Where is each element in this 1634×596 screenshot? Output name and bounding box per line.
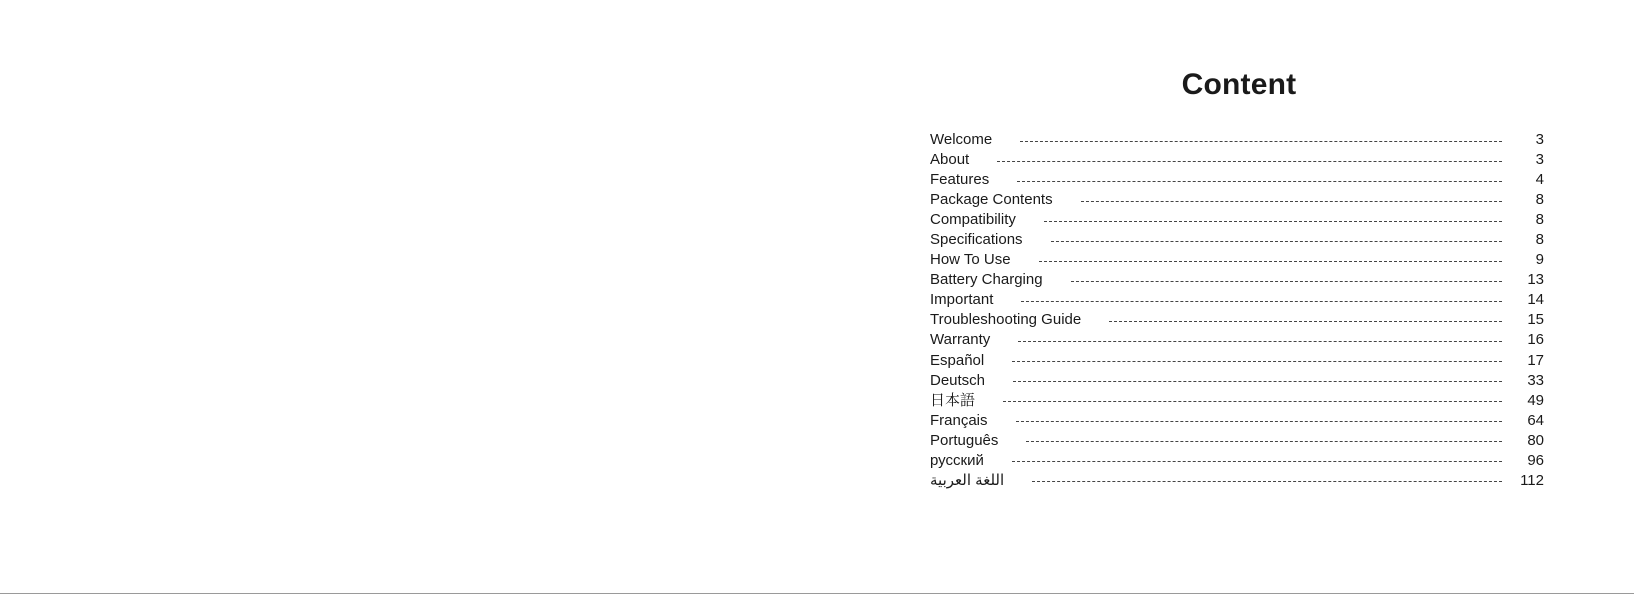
toc-entry-page-number: 3	[1535, 131, 1544, 149]
table-of-contents	[930, 130, 1544, 491]
toc-entry-label: Welcome	[930, 131, 993, 149]
toc-entry-page-number: 15	[1527, 311, 1544, 329]
page-title: Content	[1181, 68, 1297, 101]
toc-entry-label: Warranty	[930, 331, 991, 349]
toc-entry-label: Specifications	[930, 231, 1023, 249]
toc-entry-page-number: 49	[1527, 391, 1544, 409]
toc-dot-leader	[1013, 381, 1502, 382]
toc-dot-leader	[997, 161, 1502, 162]
toc-dot-leader	[1003, 401, 1502, 402]
toc-entry[interactable]	[930, 270, 1544, 290]
toc-entry[interactable]	[930, 150, 1544, 170]
toc-entry-page-number: 96	[1527, 451, 1544, 469]
toc-entry[interactable]	[930, 371, 1544, 391]
toc-entry-page-number: 80	[1527, 431, 1544, 449]
toc-entry-label: About	[930, 151, 970, 169]
toc-entry[interactable]	[930, 190, 1544, 210]
toc-dot-leader	[1012, 461, 1502, 462]
toc-dot-leader	[1017, 181, 1502, 182]
page-bottom-rule	[0, 593, 1634, 594]
toc-dot-leader	[1026, 441, 1502, 442]
toc-entry-page-number: 33	[1527, 371, 1544, 389]
toc-dot-leader	[1051, 241, 1502, 242]
toc-entry[interactable]	[930, 130, 1544, 150]
toc-entry[interactable]	[930, 431, 1544, 451]
toc-entry-page-number: 16	[1527, 331, 1544, 349]
toc-entry[interactable]	[930, 230, 1544, 250]
toc-dot-leader	[1021, 301, 1502, 302]
toc-entry[interactable]	[930, 290, 1544, 310]
toc-entry[interactable]	[930, 210, 1544, 230]
toc-entry-label: Español	[930, 351, 985, 369]
toc-entry-label: How To Use	[930, 251, 1011, 269]
toc-entry-label: Compatibility	[930, 211, 1016, 229]
toc-dot-leader	[1109, 321, 1502, 322]
toc-entry-page-number: 8	[1535, 211, 1544, 229]
toc-entry[interactable]	[930, 310, 1544, 330]
toc-entry-page-number: 9	[1535, 251, 1544, 269]
toc-entry-label: Battery Charging	[930, 271, 1043, 289]
toc-entry-page-number: 17	[1527, 351, 1544, 369]
toc-entry-label: русский	[930, 451, 984, 469]
toc-entry-page-number: 8	[1535, 231, 1544, 249]
toc-dot-leader	[1044, 221, 1502, 222]
toc-entry[interactable]	[930, 330, 1544, 350]
toc-entry-label: Important	[930, 291, 994, 309]
toc-entry-page-number: 8	[1535, 191, 1544, 209]
toc-dot-leader	[1020, 141, 1502, 142]
toc-entry[interactable]	[930, 351, 1544, 371]
toc-dot-leader	[1071, 281, 1502, 282]
toc-entry[interactable]	[930, 391, 1544, 411]
toc-dot-leader	[1081, 201, 1502, 202]
toc-entry-label: Package Contents	[930, 191, 1053, 209]
toc-entry[interactable]	[930, 451, 1544, 471]
toc-entry-page-number: 4	[1535, 171, 1544, 189]
toc-entry-label: Deutsch	[930, 371, 986, 389]
toc-entry-page-number: 14	[1527, 291, 1544, 309]
toc-entry-label: Troubleshooting Guide	[930, 311, 1082, 329]
toc-entry[interactable]	[930, 471, 1544, 491]
toc-entry-label: اللغة العربية	[930, 471, 1005, 489]
toc-entry-label: 日本語	[930, 391, 976, 409]
toc-entry-label: Features	[930, 171, 990, 189]
toc-dot-leader	[1018, 341, 1502, 342]
toc-entry-page-number: 64	[1527, 411, 1544, 429]
toc-entry[interactable]	[930, 411, 1544, 431]
toc-dot-leader	[1039, 261, 1502, 262]
toc-dot-leader	[1032, 481, 1502, 482]
toc-entry-label: Français	[930, 411, 988, 429]
toc-entry-page-number: 112	[1520, 471, 1544, 489]
toc-dot-leader	[1012, 361, 1502, 362]
toc-entry[interactable]	[930, 170, 1544, 190]
toc-entry-label: Português	[930, 431, 999, 449]
toc-entry[interactable]	[930, 250, 1544, 270]
toc-entry-page-number: 3	[1535, 151, 1544, 169]
toc-dot-leader	[1016, 421, 1502, 422]
toc-entry-page-number: 13	[1527, 271, 1544, 289]
